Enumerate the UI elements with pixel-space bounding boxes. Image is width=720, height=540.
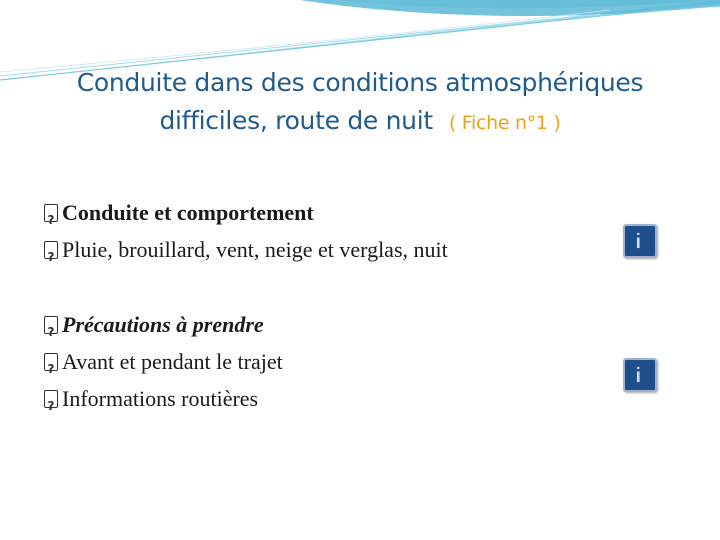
info-icon <box>625 360 655 390</box>
title-line-2 <box>0 102 720 142</box>
title-line-1: Conduite dans des conditions atmosphériques <box>76 68 644 97</box>
section-heading-text: Précautions à prendre <box>62 312 264 337</box>
list-item <box>44 231 448 268</box>
list-item-text: Avant et pendant le trajet <box>62 349 283 374</box>
fiche-label: ( Fiche n°1 ) <box>448 112 561 134</box>
list-item <box>44 380 283 417</box>
section-heading-conduite <box>44 194 448 231</box>
info-icon <box>625 226 655 256</box>
slide-title <box>0 64 720 142</box>
missing-glyph-box-icon <box>44 390 58 408</box>
section-heading-text: Conduite et comportement <box>62 200 314 225</box>
missing-glyph-box-icon <box>44 316 58 334</box>
missing-glyph-box-icon <box>44 241 58 259</box>
info-button-conduite[interactable] <box>623 224 657 258</box>
section-heading-precautions <box>44 306 283 343</box>
info-button-precautions[interactable] <box>623 358 657 392</box>
section-conduite <box>44 194 448 268</box>
list-item <box>44 343 283 380</box>
missing-glyph-box-icon <box>44 204 58 222</box>
title-line-2-text: difficiles, route de nuit <box>159 106 433 135</box>
list-item-text: Informations routières <box>62 386 259 411</box>
section-precautions <box>44 306 283 417</box>
missing-glyph-box-icon <box>44 353 58 371</box>
list-item-text: Pluie, brouillard, vent, neige et verglas, nuit <box>62 237 448 262</box>
